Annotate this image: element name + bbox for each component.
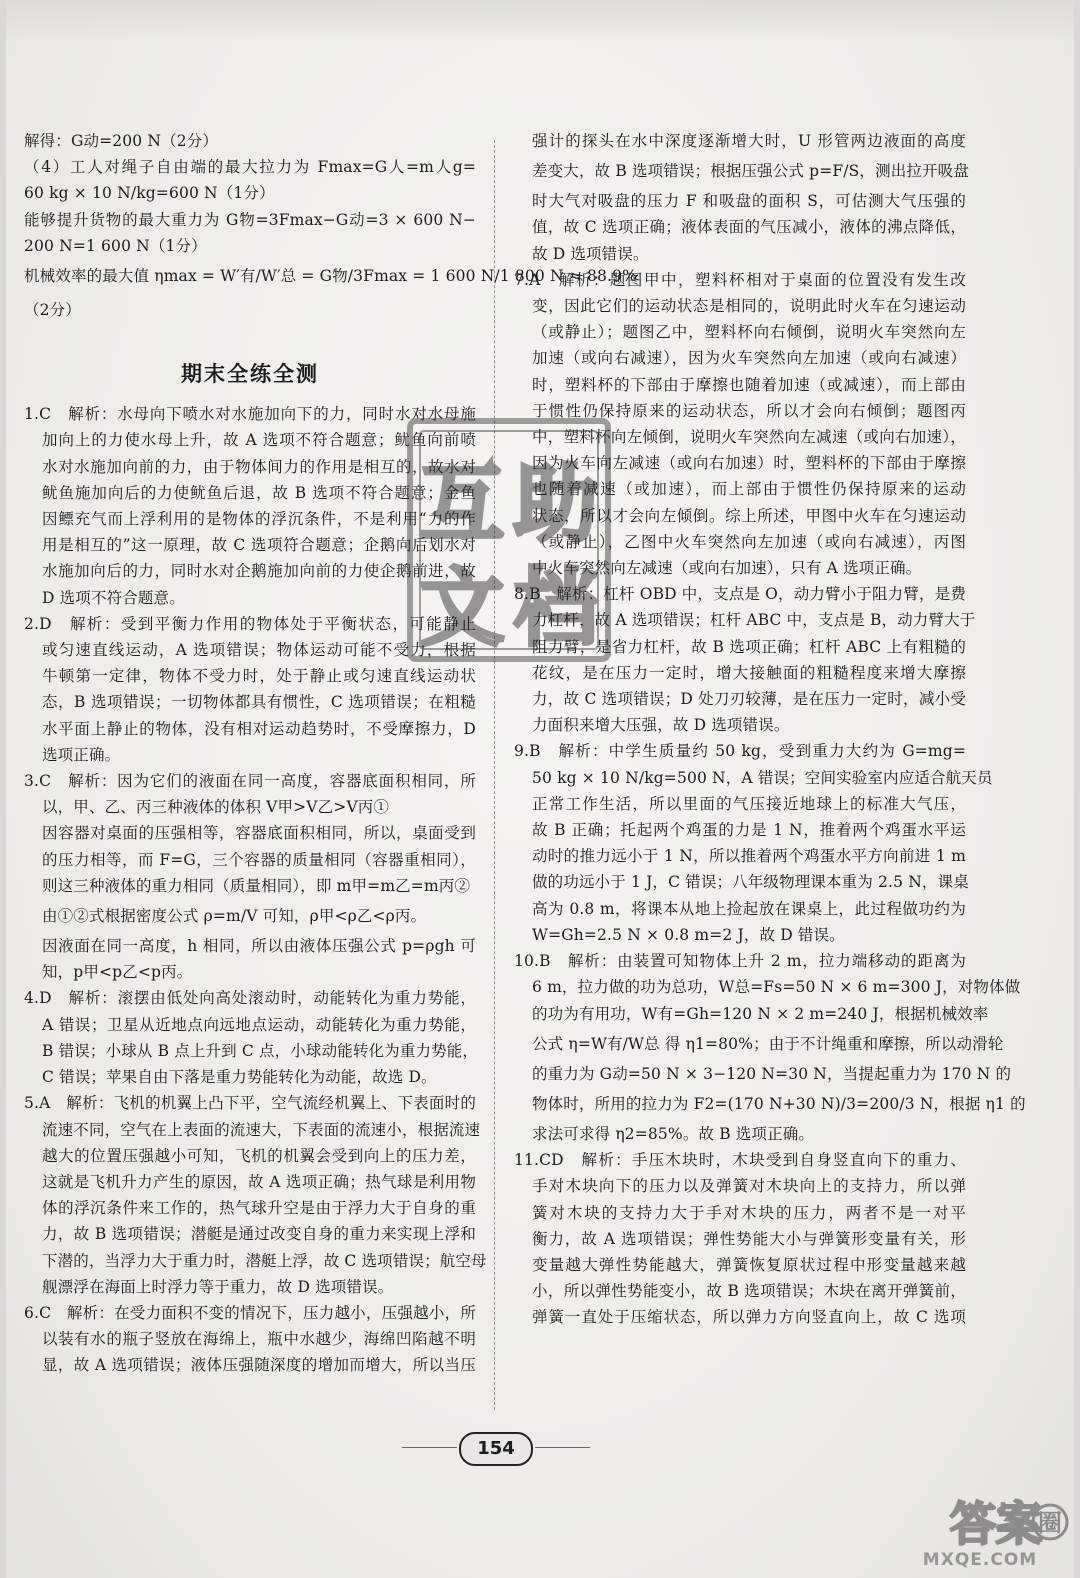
answer-line: 舰漂浮在海面上时浮力等于重力，故 D 选项错误。 <box>42 1277 394 1296</box>
svg-text:答案: 答案 <box>950 1497 1042 1551</box>
right-column <box>514 128 1026 1331</box>
formula-line: 机械效率的最大值 ηmax = W′有/W′总 = G物/3Fmax = 1 600 N/1 800 N ≈ 88.9% <box>24 267 637 286</box>
answer-line: 以装有水的瓶子竖放在海绵上，瓶中水越少，海绵凹陷越不明 <box>42 1330 476 1349</box>
answer-line: 5.A 解析：飞机的机翼上凸下平，空气流经机翼上、下表面时的 <box>24 1094 476 1113</box>
text-line: 60 kg × 10 N/kg=600 N（1分） <box>24 184 275 203</box>
answer-line: 力杠杆，故 A 选项错误；杠杆 ABC 中，支点是 B，动力臂大于 <box>532 611 976 630</box>
answer-line: 力，故 C 选项错误；D 处刀刃较薄，是在压力一定时，减小受 <box>532 690 966 709</box>
answer-line: （或静止）；题图乙中，塑料杯向右倾倒，说明火车突然向左 <box>532 323 966 342</box>
answer-line: 50 kg × 10 N/kg=500 N，A 错误；空间实验室内应适合航天员 <box>532 768 993 787</box>
answer-line: 花纹，是在压力一定时，增大接触面的粗糙程度来增大摩擦 <box>532 663 966 682</box>
answer-line: 力，故 B 选项错误；潜艇是通过改变自身的重力来实现上浮和 <box>42 1225 476 1244</box>
answer-line: D 选项不符合题意。 <box>42 588 185 607</box>
answer-line: 流速不同，空气在上表面的流速大，下表面的流速小，根据流速 <box>42 1120 481 1139</box>
page-number: 154 <box>459 1432 533 1466</box>
answer-line: 下潜的，当浮力大于重力时，潜艇上浮，故 C 选项错误；航空母 <box>42 1251 487 1270</box>
answer-line: A 错误；卫星从近地点向远地点运动，动能转化为重力势能， <box>42 1015 476 1034</box>
answer-line: 于惯性仍保持原来的运动状态，所以才会向右倾倒；题图丙 <box>532 401 966 420</box>
answer-line: （或静止），乙图中火车突然向左加速（或向右减速），丙图 <box>532 532 966 551</box>
answer-line: 11.CD 解析：手压木块时，木块受到自身竖直向下的重力、 <box>514 1151 966 1170</box>
left-column <box>24 128 637 1379</box>
answer-line: 2.D 解析：受到平衡力作用的物体处于平衡状态，可能静止 <box>24 614 476 633</box>
answer-line: 也随着减速（或加速），而上部由于惯性仍保持原来的运动 <box>532 480 966 499</box>
answer-line: 公式 η=W有/W总 得 η1=80%；由于不计绳重和摩擦，所以动滑轮 <box>532 1034 1004 1053</box>
text-line: （2分） <box>24 301 81 320</box>
answer-line: 4.D 解析：滚摆由低处向高处滚动时，动能转化为重力势能， <box>24 989 476 1008</box>
answer-line: 做的功远小于 1 J，C 错误；八年级物理课本重为 2.5 N，课桌 <box>532 873 969 892</box>
answer-line: 动时的推力远小于 1 N，所以推着两个鸡蛋水平方向前进 1 m <box>532 847 966 866</box>
answer-line: 物体时，所用的拉力为 F2=(170 N+30 N)/3=200/3 N，根据 η1 的 <box>532 1094 1026 1113</box>
answer-line: 以，甲、乙、丙三种液体的体积 V甲>V乙>V丙① <box>42 798 390 817</box>
answer-line: 手对木块向下的压力以及弹簧对木块向上的支持力，所以弹 <box>532 1177 966 1196</box>
book-page <box>6 0 1074 1578</box>
answer-line: 因为火车向左减速（或向右加速）时，塑料杯的下部由于摩擦 <box>532 454 966 473</box>
answer-line: 水平面上静止的物体，没有相对运动趋势时，不受摩擦力，D <box>42 719 476 738</box>
answer-line: 故 B 正确；托起两个鸡蛋的力是 1 N，推着两个鸡蛋水平运 <box>532 821 966 840</box>
answer-line: 显，故 A 选项错误；液体压强随深度的增加而增大，所以当压 <box>42 1356 476 1375</box>
text-line: 200 N=1 600 N（1分） <box>24 236 207 255</box>
answer-line: 或匀速直线运动，A 选项错误；物体运动可能不受力，根据 <box>42 641 476 660</box>
answer-line: 加速（或向右减速），因为火车突然向左加速（或向右减速） <box>532 349 966 368</box>
answer-line: 变量越大弹性势能越大，弹簧恢复原状过程中形变量越来越 <box>532 1255 966 1274</box>
answer-line: 体的浮沉条件来工作的，热气球升空是由于浮力大于自身的重 <box>42 1199 476 1218</box>
answer-line: 则这三种液体的重力相同（质量相同），即 m甲=m乙=m丙② <box>42 876 471 895</box>
answer-line: 值，故 C 选项正确；液体表面的气压减小，液体的沸点降低， <box>532 218 966 237</box>
answer-line: 牛顿第一定律，物体不受力时，处于静止或匀速直线运动状 <box>42 667 476 686</box>
answer-line: C 错误；苹果自由下落是重力势能转化为动能，故选 D。 <box>42 1068 437 1087</box>
svg-text:文: 文 <box>419 559 505 657</box>
answer-line: 选项正确。 <box>42 745 121 764</box>
answer-line: 这就是飞机升力产生的原因，故 A 选项正确；热气球是利用物 <box>42 1172 476 1191</box>
answer-line: 中，塑料杯向左倾倒，说明火车突然向左减速（或向右加速）， <box>532 428 966 447</box>
text-line: 解得：G动=200 N（2分） <box>24 132 219 150</box>
answer-line: 由①②式根据密度公式 ρ=m/V 可知，ρ甲<ρ乙<ρ丙。 <box>42 907 427 926</box>
answer-line: 用是相互的”这一原理，故 C 选项符合题意；企鹅向后划水对 <box>42 536 476 555</box>
answer-line: 小，所以弹性势能变小，故 B 选项错误；木块在离开弹簧前， <box>532 1282 966 1301</box>
answer-line: 越大的位置压强越小可知，飞机的机翼会受到向上的压力差， <box>42 1146 476 1165</box>
text-line: （4）工人对绳子自由端的最大拉力为 Fmax=G人=m人g= <box>24 158 476 177</box>
answer-line: 8.B 解析：杠杆 OBD 中，支点是 O，动力臂小于阻力臂，是费 <box>514 585 966 604</box>
answer-line: 因容器对桌面的压强相等，容器底面积相同，所以，桌面受到 <box>42 824 476 843</box>
answer-line: 鱿鱼施加向后的力使鱿鱼后退，故 B 选项不符合题意；金鱼 <box>42 483 476 502</box>
watermark-url: MXQE.COM <box>922 1550 1038 1570</box>
answer-line: 加向上的力使水母上升，故 A 选项不符合题意；鱿鱼向前喷 <box>42 431 476 450</box>
answer-line: 正常工作生活，所以里面的气压接近地球上的标准大气压， <box>532 794 966 813</box>
answer-line: 6 m，拉力做的功为总功，W总=Fs=50 N × 6 m=300 J，对物体做 <box>532 978 1021 997</box>
svg-text:圈: 圈 <box>1038 1509 1062 1537</box>
answer-line: 故 D 选项错误。 <box>532 244 649 263</box>
column-divider <box>494 140 495 1410</box>
answer-line: 力面积来增大压强，故 D 选项错误。 <box>532 716 790 735</box>
answer-line: 弹簧一直处于压缩状态，所以弹力方向竖直向上，故 C 选项 <box>532 1308 966 1327</box>
page-edge-shadow <box>6 0 1074 40</box>
answer-line: 的功为有用功，W有=Gh=120 N × 2 m=240 J，根据机械效率 <box>532 1004 989 1023</box>
answer-line: 1.C 解析：水母向下喷水对水施加向下的力，同时水对水母施 <box>24 405 476 424</box>
answer-line: 知，p甲<p乙<p丙。 <box>42 963 193 982</box>
answer-line: 强计的探头在水中深度逐渐增大时，U 形管两边液面的高度 <box>532 132 966 150</box>
text-line: 能够提升货物的最大重力为 G物=3Fmax−G动=3 × 600 N− <box>24 210 476 229</box>
answer-line: 高为 0.8 m，将课本从地上捡起放在课桌上，此过程做功约为 <box>532 899 966 918</box>
answer-line: 水施加向后的力，同时水对企鹅施加向前的力使企鹅前进，故 <box>42 562 476 581</box>
answer-line: 态，B 选项错误；一切物体都具有惯性，C 选项错误；在粗糙 <box>42 693 476 712</box>
answer-line: 因鳔充气而上浮利用的是物体的浮沉条件，不是利用“力的作 <box>42 510 476 529</box>
answer-line: 3.C 解析：因为它们的液面在同一高度，容器底面积相同，所 <box>24 772 476 791</box>
answer-line: 时，塑料杯的下部由于摩擦也随着加速（或减速），而上部由 <box>532 375 966 394</box>
answer-line: 的压力相等，而 F=G，三个容器的质量相同（容器重相同）， <box>42 850 476 869</box>
answer-line: 状态，所以才会向左倾倒。综上所述，甲图中火车在匀速运动 <box>532 506 966 525</box>
answer-line: 时大气对吸盘的压力 F 和吸盘的面积 S，可估测大气压强的 <box>532 192 966 211</box>
answer-line: 7.A 解析：题图甲中，塑料杯相对于桌面的位置没有发生改 <box>514 270 966 289</box>
answer-line: W=Gh=2.5 N × 0.8 m=2 J，故 D 错误。 <box>532 925 845 944</box>
section-title: 期末全练全测 <box>181 362 319 387</box>
answer-line: 阻力臂，是省力杠杆，故 B 选项正确；杠杆 ABC 上有粗糙的 <box>532 637 966 656</box>
answer-line: 中火车突然向左减速（或向右加速），只有 A 选项正确。 <box>532 559 922 578</box>
answer-line: 的重力为 G动=50 N × 3−120 N=30 N，当提起重力为 170 N 的 <box>532 1064 1012 1083</box>
answer-line: 簧对木块的支持力大于手对木块的压力，两者不是一对平 <box>532 1203 966 1222</box>
answer-line: 差变大，故 B 选项错误；根据压强公式 p=F/S，测出拉开吸盘 <box>532 162 969 181</box>
answer-line: 6.C 解析：在受力面积不变的情况下，压力越小，压强越小，所 <box>24 1303 476 1322</box>
answer-line: 因液面在同一高度，h 相同，所以由液体压强公式 p=ρgh 可 <box>42 937 476 956</box>
svg-text:互: 互 <box>419 455 505 553</box>
answer-line: 变，因此它们的运动状态是相同的，说明此时火车在匀速运动 <box>532 297 966 316</box>
answer-line: 9.B 解析：中学生质量约 50 kg，受到重力大约为 G=mg= <box>514 742 966 761</box>
answer-line: 水对水施加向前的力，由于物体间力的作用是相互的，故水对 <box>42 457 476 476</box>
answer-line: 求法可求得 η2=85%。故 B 选项正确。 <box>532 1124 815 1143</box>
svg-text:助: 助 <box>513 455 599 553</box>
svg-text:档: 档 <box>513 559 599 657</box>
answer-line: 衡力，故 A 选项错误；弹性势能大小与弹簧形变量有关，形 <box>532 1229 966 1248</box>
answer-line: B 错误；小球从 B 点上升到 C 点，小球动能转化为重力势能， <box>42 1041 479 1060</box>
answer-line: 10.B 解析：由装置可知物体上升 2 m，拉力端移动的距离为 <box>514 952 966 971</box>
